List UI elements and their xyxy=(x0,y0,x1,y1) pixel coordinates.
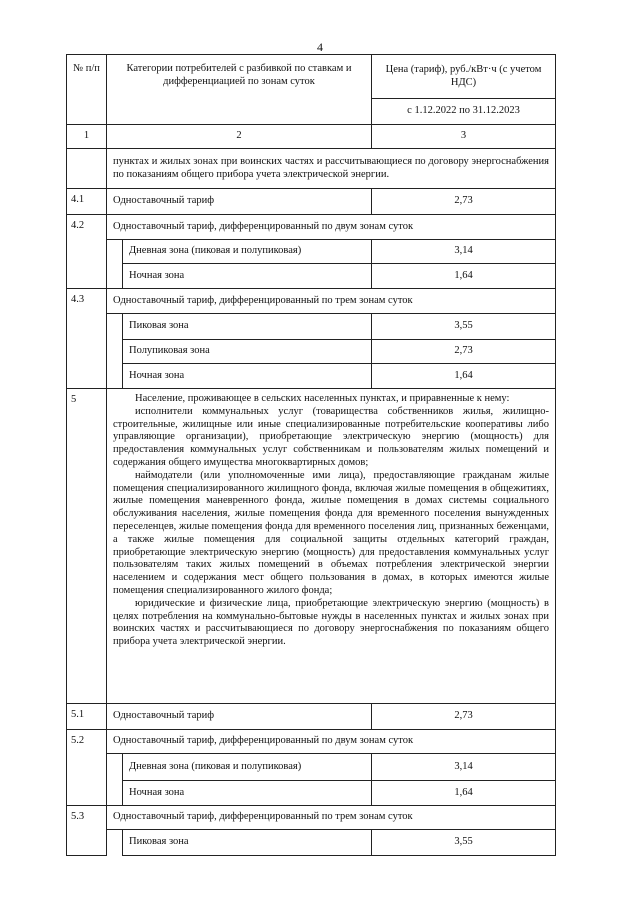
continuation-text: пунктах и жилых зонах при воинских частях и рассчитывающиеся по договору энергоснабжения по показаниям общего прибора учета электрической энергии. xyxy=(107,149,556,189)
indent-cell xyxy=(107,830,123,856)
row-label: Ночная зона xyxy=(123,364,372,389)
table-row xyxy=(67,754,556,781)
row-value: 1,64 xyxy=(372,781,556,806)
table-row xyxy=(67,806,556,830)
row-label: Ночная зона xyxy=(123,264,372,289)
row-number: 4.2 xyxy=(67,215,107,289)
table-row xyxy=(67,189,556,215)
row-label: Ночная зона xyxy=(123,781,372,806)
row-value: 2,73 xyxy=(372,340,556,364)
row-label: Одноставочный тариф xyxy=(107,189,372,215)
row-label: Одноставочный тариф, дифференцированный по двум зонам суток xyxy=(107,215,556,240)
row-label: Пиковая зона xyxy=(123,830,372,856)
row-value: 2,73 xyxy=(372,189,556,215)
table-row xyxy=(67,149,556,189)
row-value: 3,55 xyxy=(372,314,556,340)
header-price: Цена (тариф), руб./кВт·ч (с учетом НДС) xyxy=(372,55,556,99)
index-3: 3 xyxy=(372,125,556,149)
category-description xyxy=(107,389,556,704)
table-row xyxy=(67,240,556,264)
row-number: 5.2 xyxy=(67,730,107,806)
table-row xyxy=(67,289,556,314)
indent-cell xyxy=(107,754,123,781)
row-value: 3,14 xyxy=(372,240,556,264)
tariff-table xyxy=(66,54,556,856)
index-1: 1 xyxy=(67,125,107,149)
page-number: 4 xyxy=(317,40,323,54)
row-value: 2,73 xyxy=(372,704,556,730)
table-row xyxy=(67,830,556,856)
description-paragraph: юридические и физические лица, приобретающие электрическую энергию (мощность) в целях потребления на коммунально-бытовые нужды в населенных пунктах и жилых зонах при воинских частях и рассчитывающиеся по договору энергоснабжения по показаниям общего прибора учета электрической энергии. xyxy=(113,597,549,648)
row-number: 5.3 xyxy=(67,806,107,856)
row-label: Дневная зона (пиковая и полупиковая) xyxy=(123,240,372,264)
table-row xyxy=(67,704,556,730)
row-label: Одноставочный тариф, дифференцированный по двум зонам суток xyxy=(107,730,556,754)
table-header-row xyxy=(67,55,556,99)
table-row xyxy=(67,730,556,754)
table-row xyxy=(67,215,556,240)
indent-cell xyxy=(107,314,123,340)
table-row xyxy=(67,364,556,389)
indent-cell xyxy=(107,264,123,289)
table-index-row xyxy=(67,125,556,149)
row-label: Пиковая зона xyxy=(123,314,372,340)
table-row xyxy=(67,389,556,704)
row-value: 1,64 xyxy=(372,364,556,389)
table-row xyxy=(67,264,556,289)
header-category: Категории потребителей с разбивкой по ставкам и дифференциацией по зонам суток xyxy=(107,55,372,125)
index-2: 2 xyxy=(107,125,372,149)
row-label: Дневная зона (пиковая и полупиковая) xyxy=(123,754,372,781)
row-value: 1,64 xyxy=(372,264,556,289)
description-paragraph: исполнители коммунальных услуг (товарищества собственников жилья, жилищно-строительные, жилищные или иные специализированные потребительские кооперативы либо управляющие организации), приобретающие электрическую энергию (мощность) для предоставления коммунальных услуг собственникам и пользователям жилых помещений и содержания общего имущества многоквартирных домов; xyxy=(113,405,549,468)
description-paragraph: наймодатели (или уполномоченные ими лица), предоставляющие гражданам жилые помещения специализированного жилищного фонда, включая жилые помещения в общежитиях, жилые помещения маневренного фонда, жилые помещения в домах системы социального обслуживания населения, жилые помещения фонда для временного поселения вынужденных переселенцев, жилые помещения фонда для временного поселения лиц, признанных беженцами, а также жилые помещения для социальной защиты отдельных категорий граждан, приобретающие электрическую энергию (мощность) для предоставления коммунальных услуг пользователям таких жилых помещений в объемах потребления электрической энергии населением и содержания мест общего пользования в домах, в которых имеются жилые помещения специализированного жилого фонда; xyxy=(113,469,549,596)
table-row xyxy=(67,340,556,364)
row-value: 3,55 xyxy=(372,830,556,856)
header-number: № п/п xyxy=(67,55,107,125)
row-label: Полупиковая зона xyxy=(123,340,372,364)
row-value: 3,14 xyxy=(372,754,556,781)
table-row xyxy=(67,314,556,340)
row-number xyxy=(67,149,107,189)
indent-cell xyxy=(107,781,123,806)
indent-cell xyxy=(107,364,123,389)
row-number: 5.1 xyxy=(67,704,107,730)
row-label: Одноставочный тариф, дифференцированный по трем зонам суток xyxy=(107,806,556,830)
row-label: Одноставочный тариф, дифференцированный по трем зонам суток xyxy=(107,289,556,314)
indent-cell xyxy=(107,340,123,364)
indent-cell xyxy=(107,240,123,264)
row-number: 4.1 xyxy=(67,189,107,215)
row-number: 4.3 xyxy=(67,289,107,389)
header-period: с 1.12.2022 по 31.12.2023 xyxy=(372,99,556,125)
description-paragraph: Население, проживающее в сельских населенных пунктах, и приравненные к нему: xyxy=(135,393,510,404)
row-number: 5 xyxy=(67,389,107,704)
table-row xyxy=(67,781,556,806)
row-label: Одноставочный тариф xyxy=(107,704,372,730)
